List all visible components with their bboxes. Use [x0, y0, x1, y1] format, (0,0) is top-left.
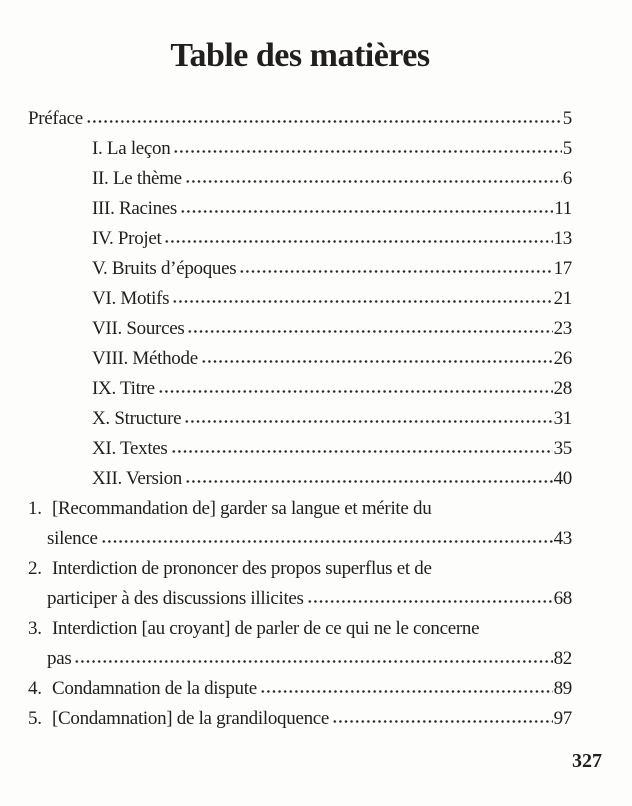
toc-entry-page: 68 [553, 588, 572, 609]
toc-entry-line2 [28, 584, 572, 614]
toc-entry-page: 6 [562, 168, 572, 189]
toc-entry [28, 674, 572, 704]
toc-entry [28, 344, 572, 374]
toc-entry-label: VI. Motifs [92, 288, 170, 309]
dot-leader [260, 689, 553, 694]
toc-entry [28, 314, 572, 344]
toc-entry-label: III. Racines [92, 198, 178, 219]
toc-entry [28, 614, 572, 674]
toc-entry-label: VIII. Méthode [92, 348, 198, 369]
toc-entry-page: 11 [554, 198, 572, 219]
toc-entry [28, 164, 572, 194]
toc-entry-label: [Recommandation de] garder sa langue et mérite du [52, 498, 432, 519]
toc-entry [28, 224, 572, 254]
toc-entry-page: 5 [562, 108, 572, 129]
toc-entry-label: I. La leçon [92, 138, 171, 159]
toc-entry [28, 494, 572, 554]
dot-leader [158, 389, 553, 394]
page-number: 327 [572, 750, 602, 772]
dot-leader [239, 269, 552, 274]
toc-entry-label: II. Le thème [92, 168, 182, 189]
toc-entry-page: 26 [553, 348, 572, 369]
toc-entry-label: IV. Projet [92, 228, 162, 249]
dot-leader [201, 359, 553, 364]
toc-entry-page: 35 [553, 438, 572, 459]
toc-entry-label-cont: participer à des discussions illicites [47, 588, 304, 609]
toc-entry [28, 104, 572, 134]
toc-entry-page: 23 [553, 318, 572, 339]
toc-entry-label: Condamnation de la dispute [52, 678, 257, 699]
toc-entry-label: [Condamnation] de la grandiloquence [52, 708, 330, 729]
toc-entry-number: 5. [28, 708, 42, 729]
toc-entry-page: 40 [553, 468, 572, 489]
dot-leader [172, 299, 552, 304]
toc-entry-label: X. Structure [92, 408, 182, 429]
toc-entry-label: XII. Version [92, 468, 182, 489]
toc-entry-line2 [28, 524, 572, 554]
toc-entry-page: 89 [553, 678, 572, 699]
dot-leader [332, 719, 553, 724]
toc-entry-label: Préface [28, 108, 83, 129]
toc-entry-page: 13 [553, 228, 572, 249]
toc-entry-page: 43 [553, 528, 572, 549]
toc-entry-label: IX. Titre [92, 378, 155, 399]
dot-leader [307, 599, 553, 604]
toc-entry-label: VII. Sources [92, 318, 185, 339]
dot-leader [173, 149, 561, 154]
toc-entry-page: 21 [553, 288, 572, 309]
toc-entry-label-cont: pas [47, 648, 72, 669]
toc-entry [28, 284, 572, 314]
table-of-contents [28, 104, 572, 734]
toc-entry-line1 [28, 554, 572, 584]
dot-leader [185, 179, 562, 184]
toc-entry-number: 1. [28, 498, 42, 519]
page-title: Table des matières [170, 36, 430, 74]
toc-entry-label-cont: silence [47, 528, 98, 549]
toc-entry-line1 [28, 614, 572, 644]
toc-entry-page: 17 [553, 258, 572, 279]
dot-leader [171, 449, 553, 454]
toc-entry [28, 194, 572, 224]
toc-entry-label: Interdiction de prononcer des propos superflus et de [52, 558, 432, 579]
toc-entry [28, 404, 572, 434]
dot-leader [86, 119, 562, 124]
toc-entry-number: 2. [28, 558, 42, 579]
toc-entry-page: 97 [553, 708, 572, 729]
toc-entry [28, 254, 572, 284]
dot-leader [164, 239, 552, 244]
toc-entry-page: 5 [562, 138, 572, 159]
toc-entry [28, 554, 572, 614]
dot-leader [180, 209, 553, 214]
toc-entry-page: 82 [553, 648, 572, 669]
toc-entry [28, 374, 572, 404]
toc-entry-label: Interdiction [au croyant] de parler de ce qui ne le concerne [52, 618, 480, 639]
toc-entry-label: XI. Textes [92, 438, 168, 459]
dot-leader [185, 479, 553, 484]
dot-leader [101, 539, 553, 544]
dot-leader [184, 419, 552, 424]
toc-entry-line1 [28, 494, 572, 524]
toc-entry [28, 704, 572, 734]
toc-entry [28, 134, 572, 164]
toc-entry-number: 3. [28, 618, 42, 639]
dot-leader [74, 659, 552, 664]
toc-entry [28, 464, 572, 494]
dot-leader [187, 329, 552, 334]
toc-entry [28, 434, 572, 464]
toc-entry-number: 4. [28, 678, 42, 699]
toc-entry-label: V. Bruits d’époques [92, 258, 237, 279]
toc-entry-line2 [28, 644, 572, 674]
toc-entry-page: 28 [553, 378, 572, 399]
toc-entry-page: 31 [553, 408, 572, 429]
